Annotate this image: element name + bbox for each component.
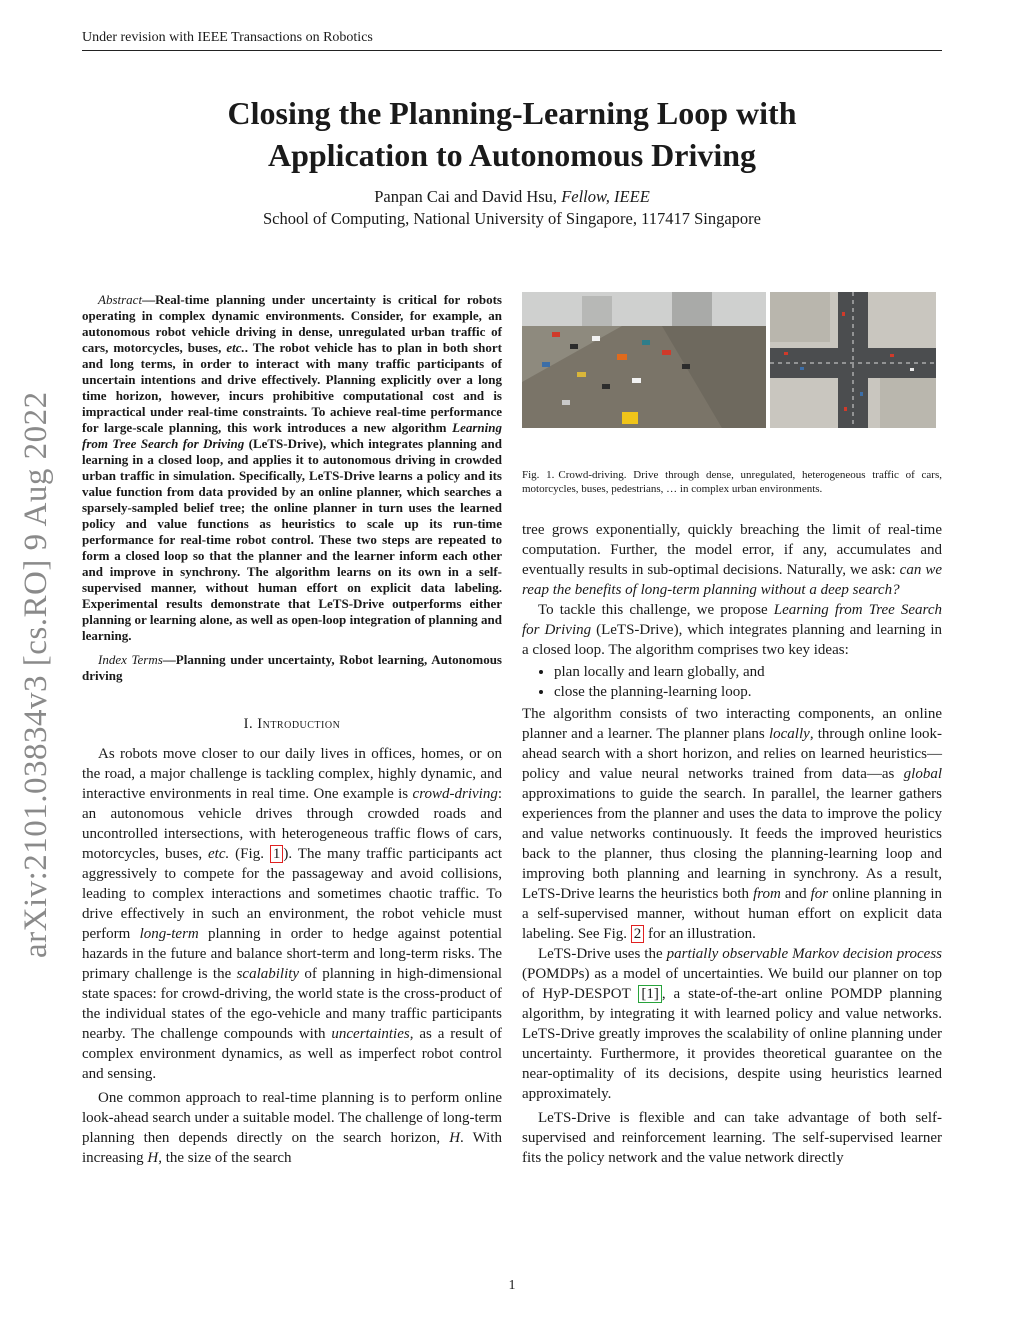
text: , a state-of-the-art online POMDP planning algorithm, by integrating it with learned policy and value networks. LeTS-Drive greatly improves the scalability of online planning under uncertainty. Furthermore, it provides theoretical guarantee on the near-optimality of its decisions, despite using heuristics learned approximately. <box>522 986 942 1102</box>
text: : an autonomous vehicle drives through crowded roads and uncontrolled intersections, with heterogeneous traffic flows of cars, motorcycles, buses, <box>82 786 502 862</box>
text: (POMDPs) as a model of uncertainties. We build our planner on top of HyP-DESPOT <box>522 966 942 1002</box>
abstract-text-3: (LeTS-Drive), which integrates planning and learning in a closed loop, and applies it to autonomous driving in crowded urban traffic in simulation. Specifically, LeTS-Drive learns a policy and its value function from data provided by an online planner, which searches a sparsely-sampled belief tree; the online planner in turn uses the learned policy and value functions as heuristics to scale up its run-time performance for real-time robot control. These two steps are repeated to form a closed loop so that the planner and the learner inform each other and improve in synchrony. The algorithm learns on its own in a self-supervised manner, without human effort on explicit data labeling. Experimental results demonstrate that LeTS-Drive outperforms either planning or learning alone, as well as open-loop integration of planning and learning. <box>82 436 502 643</box>
right-paragraph-5: LeTS-Drive is flexible and can take advantage of both self-supervised and reinforcement learning. The self-supervised learner fits the policy network and the value network directly <box>522 1110 942 1166</box>
right-paragraph-1 <box>522 520 942 600</box>
caption-text: Crowd-driving. Drive through dense, unregulated, heterogeneous traffic of cars, motorcycles, buses, pedestrians, … in complex urban environments. <box>522 469 942 495</box>
section-heading-introduction <box>82 714 502 734</box>
term-scalability: scalability <box>236 966 300 982</box>
text: , the size of the search <box>158 1150 292 1166</box>
page-number: 1 <box>508 1278 516 1293</box>
text: As robots move closer to our daily lives in offices, homes, or on the road, a major challenge is tackling complex, highly dynamic, and interactive environments in real time. One example is <box>82 746 502 802</box>
author-list: Panpan Cai and David Hsu, <box>374 187 562 206</box>
abstract-algo-name: Learning from Tree Search for Driving <box>82 420 502 451</box>
list-item: • plan locally and learn globally, and <box>554 662 942 682</box>
math-h: H <box>147 1150 159 1166</box>
index-terms-text: —Planning under uncertainty, Robot learning, Autonomous driving <box>82 652 502 683</box>
text: and <box>780 886 811 902</box>
text: online planning in a self-supervised manner, without human effort on explicit data labeling. See Fig. <box>522 886 942 942</box>
crowd-driving-render <box>522 292 766 428</box>
text: To tackle this challenge, we propose <box>538 602 774 618</box>
text: tree grows exponentially, quickly breaching the limit of real-time computation. Further, the model error, if any, accumulates and eventually results in sub-optimal decisions. Naturally, we ask: <box>522 522 942 578</box>
abstract-etc: etc. <box>226 340 245 355</box>
arxiv-identifier[interactable]: arXiv:2101.03834v3 [cs.RO] 9 Aug 2022 <box>18 391 54 958</box>
paper-title <box>82 92 942 176</box>
author-names <box>82 186 942 208</box>
urban-intersection-aerial <box>770 292 936 428</box>
index-terms-lead: Index Terms <box>98 652 163 667</box>
figure-2-link[interactable]: 2 <box>631 925 645 943</box>
text: (Fig. <box>229 846 270 862</box>
crowd-driving-scene <box>522 292 766 428</box>
intro-paragraph-2 <box>82 1088 502 1168</box>
term-for: for <box>810 886 829 902</box>
running-header: Under revision with IEEE Transactions on Robotics <box>82 30 942 51</box>
math-h: H <box>449 1130 461 1146</box>
term-uncertainties: uncertainties <box>331 1026 410 1042</box>
text: , as a result of complex environment dynamics, as well as imperfect robot control and sensing. <box>82 1026 502 1082</box>
key-ideas-list <box>522 662 942 702</box>
aerial-intersection-scene <box>770 292 936 428</box>
title-line-1: Closing the Planning-Learning Loop with <box>227 95 797 131</box>
abstract-lead: Abstract <box>98 292 143 307</box>
text-etc: etc. <box>208 846 230 862</box>
text: ). The many traffic participants act aggressively to compete for the passageway and avoid collisions, leading to complex interactions and sometimes chaotic traffic. To drive effectively in such an environment, the robot vehicle must perform <box>82 846 502 942</box>
figure-label: Fig. 1. <box>522 469 555 481</box>
term-global: global <box>903 766 942 782</box>
term-pomdp: partially observable Markov decision process <box>666 946 942 962</box>
text: , through online look-ahead search with a short horizon, and relies on learned heuristics—policy and value neural networks trained from data—as <box>522 726 942 782</box>
abstract-text-1: —Real-time planning under uncertainty is critical for robots operating in complex dynamic environments. Consider, for example, an autonomous robot vehicle driving in dense, unregulated urban traffic of cars, motorcycles, buses, <box>82 292 502 355</box>
right-paragraph-2 <box>522 600 942 660</box>
term-long-term: long-term <box>139 926 199 942</box>
figure-1-caption <box>522 468 942 496</box>
author-affiliation: School of Computing, National University of Singapore, 117417 Singapore <box>263 209 761 228</box>
abstract-text-2: . The robot vehicle has to plan in both short and long terms, in order to interact with many traffic participants of uncertain intentions and drive effectively. Planning explicitly over a long time horizon, however, incurs prohibitive computational cost and is impractical under real-time constraints. To achieve real-time performance for large-scale planning, this work introduces a new algorithm <box>82 340 502 435</box>
left-column <box>82 292 502 1168</box>
figure-1-link[interactable]: 1 <box>270 845 284 863</box>
text: of planning in high-dimensional state spaces: for crowd-driving, the world state is the cross-product of the individual states of the ego-vehicle and many traffic participants nearby. The challenge compounds with <box>82 966 503 1042</box>
author-block <box>82 186 942 230</box>
research-question: can we reap the benefits of long-term planning without a deep search? <box>522 562 942 598</box>
text: The algorithm consists of two interacting components, an online planner and a learner. The planner plans <box>522 706 942 742</box>
right-body-text <box>522 520 942 1168</box>
text: planning in order to hedge against potential hazards in the future and balance short-term and long-term risks. The primary challenge is the <box>82 926 502 982</box>
algo-name: Learning from Tree Search for Driving <box>522 602 942 638</box>
index-terms <box>82 652 502 684</box>
term-from: from <box>753 886 781 902</box>
term-locally: locally <box>768 726 810 742</box>
author-fellow: Fellow, IEEE <box>561 187 650 206</box>
text: (LeTS-Drive), which integrates planning and learning in a closed loop. The algorithm comprises two key ideas: <box>522 622 942 658</box>
list-item: • close the planning-learning loop. <box>554 682 942 702</box>
intro-paragraph-1 <box>82 744 502 1084</box>
right-paragraph-4 <box>522 944 942 1104</box>
title-line-2: Application to Autonomous Driving <box>267 137 757 173</box>
text: . With increasing <box>82 1130 502 1166</box>
section-title: Introduction <box>257 716 341 732</box>
text: approximations to guide the search. In parallel, the learner gathers experiences from the planner and uses the data to improve the policy and value networks continuously. It feeds the improved heuristics back to the planner, thus closing the planning-learning loop and improving both planning and learning in synchrony. As a result, LeTS-Drive learns the heuristics both <box>522 786 942 902</box>
section-numeral: I. <box>243 716 258 732</box>
abstract <box>82 292 502 644</box>
text: LeTS-Drive uses the <box>538 946 667 962</box>
term-crowd-driving: crowd-driving <box>412 786 498 802</box>
right-paragraph-3 <box>522 704 942 944</box>
text: for an illustration. <box>644 926 756 942</box>
citation-1-link[interactable]: [1] <box>638 985 662 1003</box>
right-column <box>522 292 942 1168</box>
figure-1 <box>522 292 942 428</box>
text: One common approach to real-time planning is to perform online look-ahead search under a suitable model. The challenge of long-term planning then depends directly on the search horizon, <box>82 1090 502 1146</box>
